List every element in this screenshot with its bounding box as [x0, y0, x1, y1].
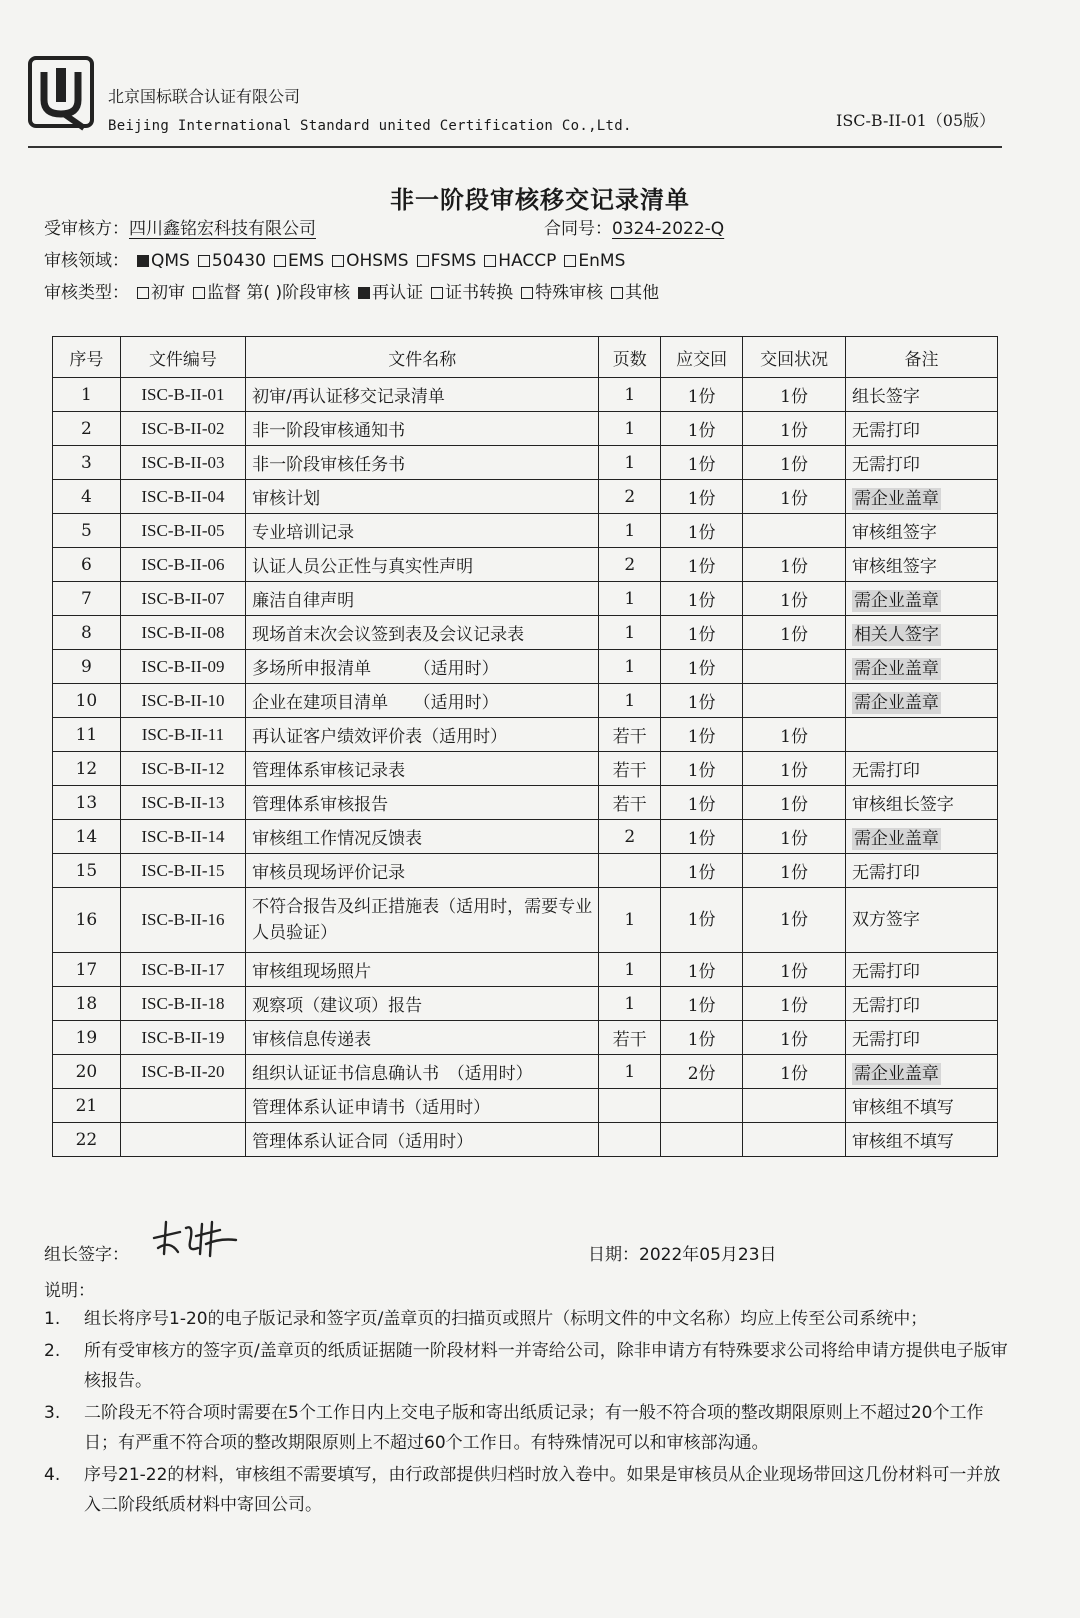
audit-domain-option-label: QMS	[151, 251, 190, 271]
due-copies-cell: 1份	[661, 888, 743, 953]
checkbox-icon	[611, 287, 623, 299]
due-copies-cell: 1份	[661, 1021, 743, 1055]
file-name-cell: 非一阶段审核通知书	[246, 412, 599, 446]
table-row	[53, 854, 998, 888]
audit-type-option-label: 监督 第( )阶段审核	[207, 283, 351, 303]
remark-text: 需企业盖章	[853, 829, 939, 849]
file-code-cell: ISC-B-II-18	[120, 987, 245, 1021]
remark-cell	[845, 718, 997, 752]
table-row	[53, 684, 998, 718]
due-copies-cell: 1份	[661, 953, 743, 987]
row-number-cell: 14	[53, 820, 121, 854]
table-row	[53, 480, 998, 514]
header-divider	[28, 146, 1002, 148]
audit-type-option-label: 其他	[625, 283, 660, 303]
remark-cell	[845, 378, 997, 412]
file-name-cell: 专业培训记录	[246, 514, 599, 548]
file-name-cell: 非一阶段审核任务书	[246, 446, 599, 480]
remark-text: 无需打印	[851, 421, 920, 441]
note-text: 组长将序号1-20的电子版记录和签字页/盖章页的扫描页或照片（标明文件的中文名称）均应上传至公司系统中；	[84, 1309, 928, 1329]
due-copies-cell	[661, 1123, 743, 1157]
audit-domain-option-label: OHSMS	[346, 251, 409, 271]
remark-text: 审核组签字	[851, 523, 937, 543]
row-number-cell: 7	[53, 582, 121, 616]
row-number-cell: 4	[53, 480, 121, 514]
remark-cell	[845, 1021, 997, 1055]
checkbox-icon	[137, 287, 149, 299]
note-item	[44, 1304, 1012, 1334]
table-row	[53, 888, 998, 953]
checkbox-icon	[193, 287, 205, 299]
note-item	[44, 1398, 1012, 1458]
row-number-cell: 8	[53, 616, 121, 650]
remark-cell	[845, 548, 997, 582]
page-count-cell: 1	[599, 650, 661, 684]
due-copies-cell: 1份	[661, 684, 743, 718]
file-name-cell: 管理体系认证合同（适用时）	[246, 1123, 599, 1157]
remark-cell	[845, 820, 997, 854]
table-row	[53, 987, 998, 1021]
row-number-cell: 13	[53, 786, 121, 820]
checkbox-icon	[431, 287, 443, 299]
returned-status-cell	[743, 1123, 846, 1157]
page-title: 非一阶段审核移交记录清单	[390, 186, 690, 214]
note-text: 序号21-22的材料，审核组不需要填写，由行政部提供归档时放入卷中。如果是审核员从企业现场带回这几份材料可一并放入二阶段纸质材料中寄回公司。	[84, 1465, 1001, 1515]
auditee-value: 四川鑫铭宏科技有限公司	[129, 219, 316, 239]
table-header-row	[53, 337, 998, 378]
remark-text: 审核组不填写	[851, 1098, 954, 1118]
returned-status-cell	[743, 684, 846, 718]
page-count-cell: 1	[599, 987, 661, 1021]
table-row	[53, 1055, 998, 1089]
remark-cell	[845, 1123, 997, 1157]
contract-label: 合同号：	[544, 219, 612, 239]
file-name-cell: 廉洁自律声明	[246, 582, 599, 616]
page-count-cell: 2	[599, 820, 661, 854]
returned-status-cell: 1份	[743, 616, 846, 650]
audit-type-line	[44, 278, 659, 303]
remark-text: 审核组长签字	[851, 795, 954, 815]
remark-text: 无需打印	[851, 863, 920, 883]
audit-type-options	[129, 283, 659, 303]
remark-text: 相关人签字	[853, 625, 939, 645]
file-code-cell: ISC-B-II-13	[120, 786, 245, 820]
table-row	[53, 718, 998, 752]
due-copies-cell: 2份	[661, 1055, 743, 1089]
table-row	[53, 446, 998, 480]
returned-status-cell: 1份	[743, 378, 846, 412]
page-count-cell: 1	[599, 684, 661, 718]
returned-status-cell: 1份	[743, 888, 846, 953]
column-header: 序号	[53, 337, 121, 378]
checked-box-icon	[358, 287, 370, 299]
column-header: 交回状况	[743, 337, 846, 378]
row-number-cell: 10	[53, 684, 121, 718]
contract-line	[544, 214, 724, 239]
returned-status-cell	[743, 514, 846, 548]
remark-text: 审核组签字	[851, 557, 937, 577]
file-name-cell: 观察项（建议项）报告	[246, 987, 599, 1021]
audit-domain-option-label: 50430	[211, 251, 266, 271]
audit-type-option-label: 初审	[151, 283, 185, 303]
auditee-line	[44, 214, 316, 239]
file-name-cell: 认证人员公正性与真实性声明	[246, 548, 599, 582]
returned-status-cell: 1份	[743, 548, 846, 582]
audit-domain-option-label: EMS	[287, 251, 325, 271]
note-number: 1.	[44, 1309, 61, 1329]
returned-status-cell: 1份	[743, 718, 846, 752]
page-count-cell: 1	[599, 378, 661, 412]
row-number-cell: 3	[53, 446, 121, 480]
note-text: 二阶段无不符合项时需要在5个工作日内上交电子版和寄出纸质记录；有一般不符合项的整改期限原则上不超过20个工作日；有严重不符合项的整改期限原则上不超过60个工作日。有特殊情况可以和审核部沟通。	[84, 1403, 984, 1453]
file-name-cell: 初审/再认证移交记录清单	[246, 378, 599, 412]
due-copies-cell: 1份	[661, 378, 743, 412]
file-name-cell: 多场所申报清单 （适用时）	[246, 650, 599, 684]
checkbox-icon	[564, 255, 576, 267]
remark-text: 双方签字	[851, 910, 920, 930]
checkbox-icon	[484, 255, 496, 267]
file-code-cell: ISC-B-II-15	[120, 854, 245, 888]
row-number-cell: 1	[53, 378, 121, 412]
page-count-cell: 若干	[599, 718, 661, 752]
due-copies-cell: 1份	[661, 987, 743, 1021]
audit-domain-label: 审核领域：	[44, 251, 129, 271]
row-number-cell: 6	[53, 548, 121, 582]
auditee-label: 受审核方：	[44, 219, 129, 239]
remark-cell	[845, 752, 997, 786]
remark-text: 无需打印	[851, 761, 920, 781]
page-count-cell: 2	[599, 548, 661, 582]
due-copies-cell: 1份	[661, 650, 743, 684]
remark-text: 无需打印	[851, 996, 920, 1016]
company-name-en: Beijing International Standard united Certification Co.,Ltd.	[108, 118, 632, 134]
row-number-cell: 21	[53, 1089, 121, 1123]
page-count-cell	[599, 854, 661, 888]
returned-status-cell: 1份	[743, 953, 846, 987]
remark-cell	[845, 616, 997, 650]
audit-domain-line	[44, 246, 625, 271]
audit-type-option-label: 特殊审核	[535, 283, 604, 303]
remark-cell	[845, 786, 997, 820]
file-code-cell: ISC-B-II-05	[120, 514, 245, 548]
table-row	[53, 616, 998, 650]
file-code-cell: ISC-B-II-04	[120, 480, 245, 514]
returned-status-cell: 1份	[743, 752, 846, 786]
remark-cell	[845, 953, 997, 987]
note-text: 所有受审核方的签字页/盖章页的纸质证据随一阶段材料一并寄给公司，除非申请方有特殊要求公司将给申请方提供电子版审核报告。	[84, 1341, 1008, 1391]
notes-title: 说明：	[44, 1281, 95, 1301]
remark-text: 组长签字	[851, 387, 920, 407]
file-code-cell: ISC-B-II-14	[120, 820, 245, 854]
note-item	[44, 1336, 1012, 1396]
due-copies-cell: 1份	[661, 582, 743, 616]
page-count-cell: 2	[599, 480, 661, 514]
returned-status-cell	[743, 1089, 846, 1123]
page-count-cell: 1	[599, 616, 661, 650]
row-number-cell: 12	[53, 752, 121, 786]
due-copies-cell: 1份	[661, 548, 743, 582]
file-code-cell: ISC-B-II-02	[120, 412, 245, 446]
row-number-cell: 19	[53, 1021, 121, 1055]
audit-domain-option-label: EnMS	[578, 251, 626, 271]
returned-status-cell: 1份	[743, 987, 846, 1021]
file-name-cell: 再认证客户绩效评价表（适用时）	[246, 718, 599, 752]
column-header: 文件编号	[120, 337, 245, 378]
due-copies-cell: 1份	[661, 446, 743, 480]
row-number-cell: 2	[53, 412, 121, 446]
file-name-cell: 组织认证证书信息确认书 （适用时）	[246, 1055, 599, 1089]
file-code-cell	[120, 1123, 245, 1157]
remark-cell	[845, 514, 997, 548]
table-row	[53, 953, 998, 987]
table-row	[53, 820, 998, 854]
row-number-cell: 15	[53, 854, 121, 888]
checkbox-icon	[274, 255, 286, 267]
notes-list	[44, 1304, 1012, 1522]
row-number-cell: 17	[53, 953, 121, 987]
due-copies-cell: 1份	[661, 616, 743, 650]
checked-box-icon	[137, 255, 149, 267]
page-count-cell: 1	[599, 888, 661, 953]
remark-cell	[845, 582, 997, 616]
leader-signature	[150, 1218, 240, 1258]
file-name-cell: 管理体系审核记录表	[246, 752, 599, 786]
table-row	[53, 412, 998, 446]
file-code-cell: ISC-B-II-09	[120, 650, 245, 684]
file-code-cell: ISC-B-II-16	[120, 888, 245, 953]
page-count-cell: 1	[599, 953, 661, 987]
page-count-cell: 若干	[599, 786, 661, 820]
document-number: ISC-B-II-01（05版）	[836, 111, 996, 130]
audit-domain-option-label: HACCP	[498, 251, 557, 271]
returned-status-cell: 1份	[743, 446, 846, 480]
file-code-cell: ISC-B-II-01	[120, 378, 245, 412]
remark-cell	[845, 987, 997, 1021]
remark-text: 需企业盖章	[853, 591, 939, 611]
file-name-cell: 审核组现场照片	[246, 953, 599, 987]
file-code-cell: ISC-B-II-17	[120, 953, 245, 987]
column-header: 应交回	[661, 337, 743, 378]
remark-cell	[845, 684, 997, 718]
file-code-cell: ISC-B-II-19	[120, 1021, 245, 1055]
table-row	[53, 786, 998, 820]
returned-status-cell	[743, 650, 846, 684]
note-number: 2.	[44, 1341, 61, 1361]
checkbox-icon	[521, 287, 533, 299]
remark-text: 需企业盖章	[853, 489, 939, 509]
remark-text: 无需打印	[851, 455, 920, 475]
table-row	[53, 548, 998, 582]
file-name-cell: 审核信息传递表	[246, 1021, 599, 1055]
remark-cell	[845, 480, 997, 514]
page-count-cell	[599, 1123, 661, 1157]
file-code-cell: ISC-B-II-20	[120, 1055, 245, 1089]
returned-status-cell: 1份	[743, 582, 846, 616]
audit-domain-options	[129, 251, 625, 271]
company-name-cn: 北京国标联合认证有限公司	[108, 87, 301, 106]
remark-cell	[845, 888, 997, 953]
row-number-cell: 22	[53, 1123, 121, 1157]
remark-cell	[845, 412, 997, 446]
table-row	[53, 1021, 998, 1055]
due-copies-cell: 1份	[661, 854, 743, 888]
file-name-cell: 现场首末次会议签到表及会议记录表	[246, 616, 599, 650]
remark-text: 无需打印	[851, 1030, 920, 1050]
page-count-cell: 1	[599, 514, 661, 548]
row-number-cell: 9	[53, 650, 121, 684]
remark-cell	[845, 1055, 997, 1089]
audit-type-label: 审核类型：	[44, 283, 129, 303]
table-row	[53, 1123, 998, 1157]
checkbox-icon	[332, 255, 344, 267]
returned-status-cell: 1份	[743, 412, 846, 446]
remark-cell	[845, 1089, 997, 1123]
file-code-cell: ISC-B-II-11	[120, 718, 245, 752]
row-number-cell: 20	[53, 1055, 121, 1089]
table-row	[53, 514, 998, 548]
table-row	[53, 650, 998, 684]
column-header: 页数	[599, 337, 661, 378]
file-code-cell: ISC-B-II-07	[120, 582, 245, 616]
file-code-cell: ISC-B-II-10	[120, 684, 245, 718]
file-name-cell: 企业在建项目清单 （适用时）	[246, 684, 599, 718]
file-code-cell: ISC-B-II-03	[120, 446, 245, 480]
due-copies-cell: 1份	[661, 820, 743, 854]
note-number: 3.	[44, 1403, 61, 1423]
page-count-cell: 若干	[599, 752, 661, 786]
leader-signature-label: 组长签字：	[44, 1245, 129, 1265]
row-number-cell: 16	[53, 888, 121, 953]
due-copies-cell: 1份	[661, 718, 743, 752]
audit-type-option-label: 再认证	[372, 283, 424, 303]
returned-status-cell: 1份	[743, 1021, 846, 1055]
due-copies-cell: 1份	[661, 480, 743, 514]
file-name-cell: 不符合报告及纠正措施表（适用时，需要专业人员验证）	[246, 888, 599, 953]
remark-cell	[845, 650, 997, 684]
page-count-cell	[599, 1089, 661, 1123]
returned-status-cell: 1份	[743, 820, 846, 854]
returned-status-cell: 1份	[743, 480, 846, 514]
file-name-cell: 管理体系认证申请书（适用时）	[246, 1089, 599, 1123]
file-code-cell: ISC-B-II-12	[120, 752, 245, 786]
file-name-cell: 审核组工作情况反馈表	[246, 820, 599, 854]
remark-cell	[845, 854, 997, 888]
page-count-cell: 1	[599, 582, 661, 616]
table-row	[53, 378, 998, 412]
row-number-cell: 18	[53, 987, 121, 1021]
table-row	[53, 1089, 998, 1123]
page-count-cell: 1	[599, 446, 661, 480]
file-code-cell: ISC-B-II-06	[120, 548, 245, 582]
returned-status-cell: 1份	[743, 1055, 846, 1089]
returned-status-cell: 1份	[743, 854, 846, 888]
file-code-cell	[120, 1089, 245, 1123]
note-item	[44, 1460, 1012, 1520]
note-number: 4.	[44, 1465, 61, 1485]
page-count-cell: 1	[599, 1055, 661, 1089]
row-number-cell: 5	[53, 514, 121, 548]
transfer-record-table	[52, 336, 998, 1157]
due-copies-cell: 1份	[661, 786, 743, 820]
audit-type-option-label: 证书转换	[445, 283, 514, 303]
due-copies-cell: 1份	[661, 514, 743, 548]
due-copies-cell: 1份	[661, 412, 743, 446]
file-code-cell: ISC-B-II-08	[120, 616, 245, 650]
page-count-cell: 1	[599, 412, 661, 446]
remark-text: 审核组不填写	[851, 1132, 954, 1152]
row-number-cell: 11	[53, 718, 121, 752]
column-header: 文件名称	[246, 337, 599, 378]
due-copies-cell: 1份	[661, 752, 743, 786]
contract-value: 0324-2022-Q	[612, 219, 725, 239]
checkbox-icon	[198, 255, 210, 267]
remark-text: 无需打印	[851, 962, 920, 982]
file-name-cell: 审核员现场评价记录	[246, 854, 599, 888]
due-copies-cell	[661, 1089, 743, 1123]
returned-status-cell: 1份	[743, 786, 846, 820]
signature-date: 日期：2022年05月23日	[588, 1245, 777, 1265]
table-row	[53, 582, 998, 616]
table-body	[53, 378, 998, 1157]
page-count-cell: 若干	[599, 1021, 661, 1055]
remark-text: 需企业盖章	[853, 1064, 939, 1084]
remark-text: 需企业盖章	[853, 659, 939, 679]
audit-domain-option-label: FSMS	[430, 251, 477, 271]
file-name-cell: 审核计划	[246, 480, 599, 514]
checkbox-icon	[417, 255, 429, 267]
company-logo-icon	[28, 56, 98, 132]
remark-cell	[845, 446, 997, 480]
file-name-cell: 管理体系审核报告	[246, 786, 599, 820]
table-row	[53, 752, 998, 786]
remark-text: 需企业盖章	[853, 693, 939, 713]
column-header: 备注	[845, 337, 997, 378]
